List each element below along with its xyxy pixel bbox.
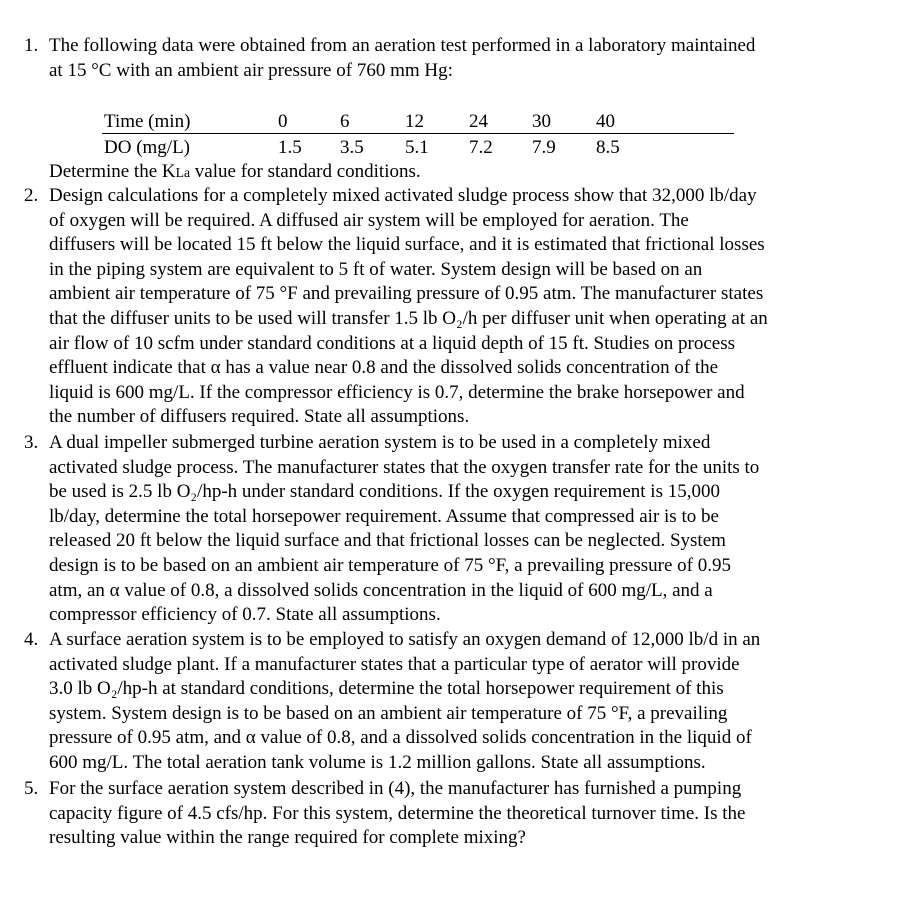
do-value: 5.1 — [405, 137, 429, 158]
text-line: atm, an α value of 0.8, a dissolved solids concentration in the liquid of 600 mg/L, and a — [49, 579, 713, 601]
text-line: ambient air temperature of 75 °F and prevailing pressure of 0.95 atm. The manufacturer states — [49, 283, 764, 305]
text-line: A dual impeller submerged turbine aeration system is to be used in a completely mixed — [49, 432, 711, 453]
problem-number: 3. — [24, 432, 39, 453]
time-value: 0 — [278, 111, 288, 132]
text-line: pressure of 0.95 atm, and α value of 0.8, and a dissolved solids concentration in the liquid of — [49, 727, 752, 749]
text-line: resulting value within the range required for complete mixing? — [49, 827, 526, 849]
text-line: system. System design is to be based on an ambient air temperature of 75 °F, a prevailing — [49, 702, 728, 724]
text-line: effluent indicate that α has a value near 0.8 and the dissolved solids concentration of the — [49, 357, 719, 379]
text-line: released 20 ft below the liquid surface and that frictional losses can be neglected. System — [49, 530, 726, 552]
text-line: Design calculations for a completely mixed activated sludge process show that 32,000 lb/day — [49, 185, 757, 206]
kla-suffix: value for standard conditions. — [190, 161, 421, 182]
time-row-label: Time (min) — [104, 111, 191, 132]
do-value: 7.9 — [532, 137, 556, 158]
table-rule — [102, 133, 734, 134]
text-line: 3.0 lb O₂/hp-h at standard conditions, determine the total horsepower requirement of this — [49, 678, 724, 700]
text-line: lb/day, determine the total horsepower requirement. Assume that compressed air is to be — [49, 505, 719, 527]
text-line: liquid is 600 mg/L. If the compressor efficiency is 0.7, determine the brake horsepower and — [49, 381, 745, 403]
do-row-label: DO (mg/L) — [104, 137, 191, 158]
text-line: that the diffuser units to be used will transfer 1.5 lb O₂/h per diffuser unit when operating at an — [49, 307, 768, 329]
problem-number: 5. — [24, 778, 39, 799]
text-line: of oxygen will be required. A diffused air system will be employed for aeration. The — [49, 209, 689, 231]
time-value: 6 — [340, 111, 350, 132]
problem-number: 1. — [24, 35, 39, 56]
problem-2-text — [49, 184, 869, 430]
do-value: 8.5 — [596, 137, 620, 158]
text-line: at 15 °C with an ambient air pressure of 760 mm Hg: — [49, 59, 453, 81]
time-value: 24 — [469, 111, 488, 132]
text-line: For the surface aeration system described in (4), the manufacturer has furnished a pumping — [49, 778, 742, 799]
do-value: 7.2 — [469, 137, 493, 158]
problem-1-question — [49, 160, 869, 186]
text-line: 600 mg/L. The total aeration tank volume is 1.2 million gallons. State all assumptions. — [49, 751, 706, 773]
kla-prefix: Determine the K — [49, 161, 176, 182]
text-line — [49, 160, 869, 186]
text-line: capacity figure of 4.5 cfs/hp. For this system, determine the theoretical turnover time. Is the — [49, 802, 746, 824]
do-value: 3.5 — [340, 137, 364, 158]
text-line: A surface aeration system is to be employed to satisfy an oxygen demand of 12,000 lb/d in an — [49, 629, 761, 650]
problem-4-text — [49, 628, 869, 776]
text-line: activated sludge plant. If a manufacturer states that a particular type of aerator will provide — [49, 653, 740, 675]
text-line: be used is 2.5 lb O₂/hp-h under standard conditions. If the oxygen requirement is 15,000 — [49, 481, 720, 503]
text-line: in the piping system are equivalent to 5 ft of water. System design will be based on an — [49, 258, 703, 280]
kla-subscript: La — [175, 165, 191, 180]
text-line: compressor efficiency of 0.7. State all assumptions. — [49, 604, 441, 626]
text-line: air flow of 10 scfm under standard conditions at a liquid depth of 15 ft. Studies on process — [49, 332, 735, 354]
time-value: 12 — [405, 111, 424, 132]
text-line: design is to be based on an ambient air temperature of 75 °F, a prevailing pressure of 0.95 — [49, 554, 731, 576]
time-value: 30 — [532, 111, 551, 132]
problem-3-text — [49, 431, 869, 628]
time-value: 40 — [596, 111, 615, 132]
problem-number: 4. — [24, 629, 39, 650]
text-line: The following data were obtained from an aeration test performed in a laboratory maintained — [49, 35, 756, 56]
problem-5-text — [49, 777, 869, 851]
problem-number: 2. — [24, 185, 39, 206]
text-line: activated sludge process. The manufacturer states that the oxygen transfer rate for the units to — [49, 456, 760, 478]
text-line: the number of diffusers required. State all assumptions. — [49, 406, 470, 428]
problem-1-text — [49, 34, 869, 83]
do-value: 1.5 — [278, 137, 302, 158]
text-line: diffusers will be located 15 ft below the liquid surface, and it is estimated that frictional losses — [49, 234, 765, 256]
